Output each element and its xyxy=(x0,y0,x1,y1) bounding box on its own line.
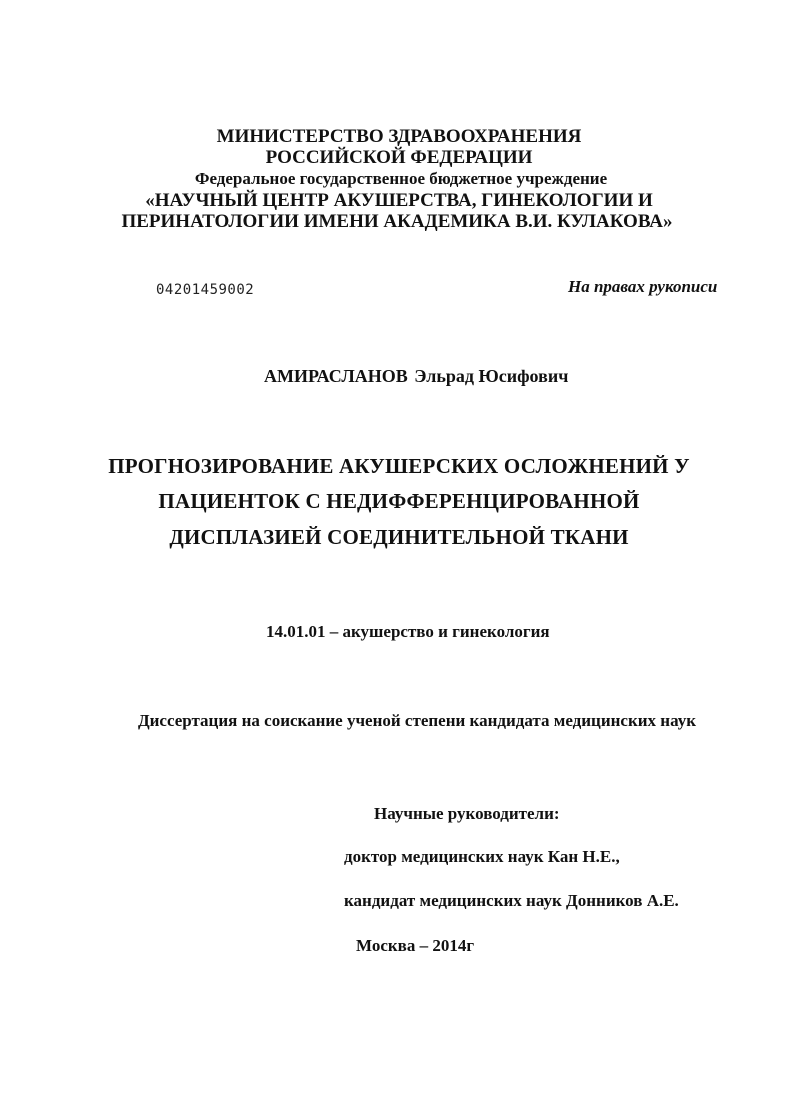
dissertation-type: Диссертация на соискание ученой степени кандидата медицинских наук xyxy=(137,711,697,730)
registration-number: 04201459002 xyxy=(156,282,255,298)
institution-type: Федеральное государственное бюджетное учреждение xyxy=(194,169,608,188)
ministry-line-2: РОССИЙСКОЙ ФЕДЕРАЦИИ xyxy=(265,147,533,168)
supervisor-2: кандидат медицинских наук Донников А.Е. xyxy=(344,891,679,910)
institution-name-line-2: ПЕРИНАТОЛОГИИ ИМЕНИ АКАДЕМИКА В.И. КУЛАКОВА» xyxy=(121,211,673,232)
supervisors-heading: Научные руководители: xyxy=(374,804,560,823)
specialty: 14.01.01 – акушерство и гинекология xyxy=(266,622,550,641)
title-line-3: ДИСПЛАЗИЕЙ СОЕДИНИТЕЛЬНОЙ ТКАНИ xyxy=(169,525,629,549)
title-line-1: ПРОГНОЗИРОВАНИЕ АКУШЕРСКИХ ОСЛОЖНЕНИЙ У xyxy=(108,454,690,478)
author-name xyxy=(264,367,568,385)
institution-name-line-1: «НАУЧНЫЙ ЦЕНТР АКУШЕРСТВА, ГИНЕКОЛОГИИ И xyxy=(145,190,653,211)
city-year: Москва – 2014г xyxy=(356,936,475,955)
ministry-line-1: МИНИСТЕРСТВО ЗДРАВООХРАНЕНИЯ xyxy=(216,126,582,147)
supervisor-1: доктор медицинских наук Кан Н.Е., xyxy=(344,847,620,866)
title-line-2: ПАЦИЕНТОК С НЕДИФФЕРЕНЦИРОВАННОЙ xyxy=(158,489,640,513)
author-given-names: Эльрад Юсифович xyxy=(414,366,569,386)
manuscript-note: На правах рукописи xyxy=(568,277,718,296)
author-surname: АМИРАСЛАНОВ xyxy=(264,366,408,386)
